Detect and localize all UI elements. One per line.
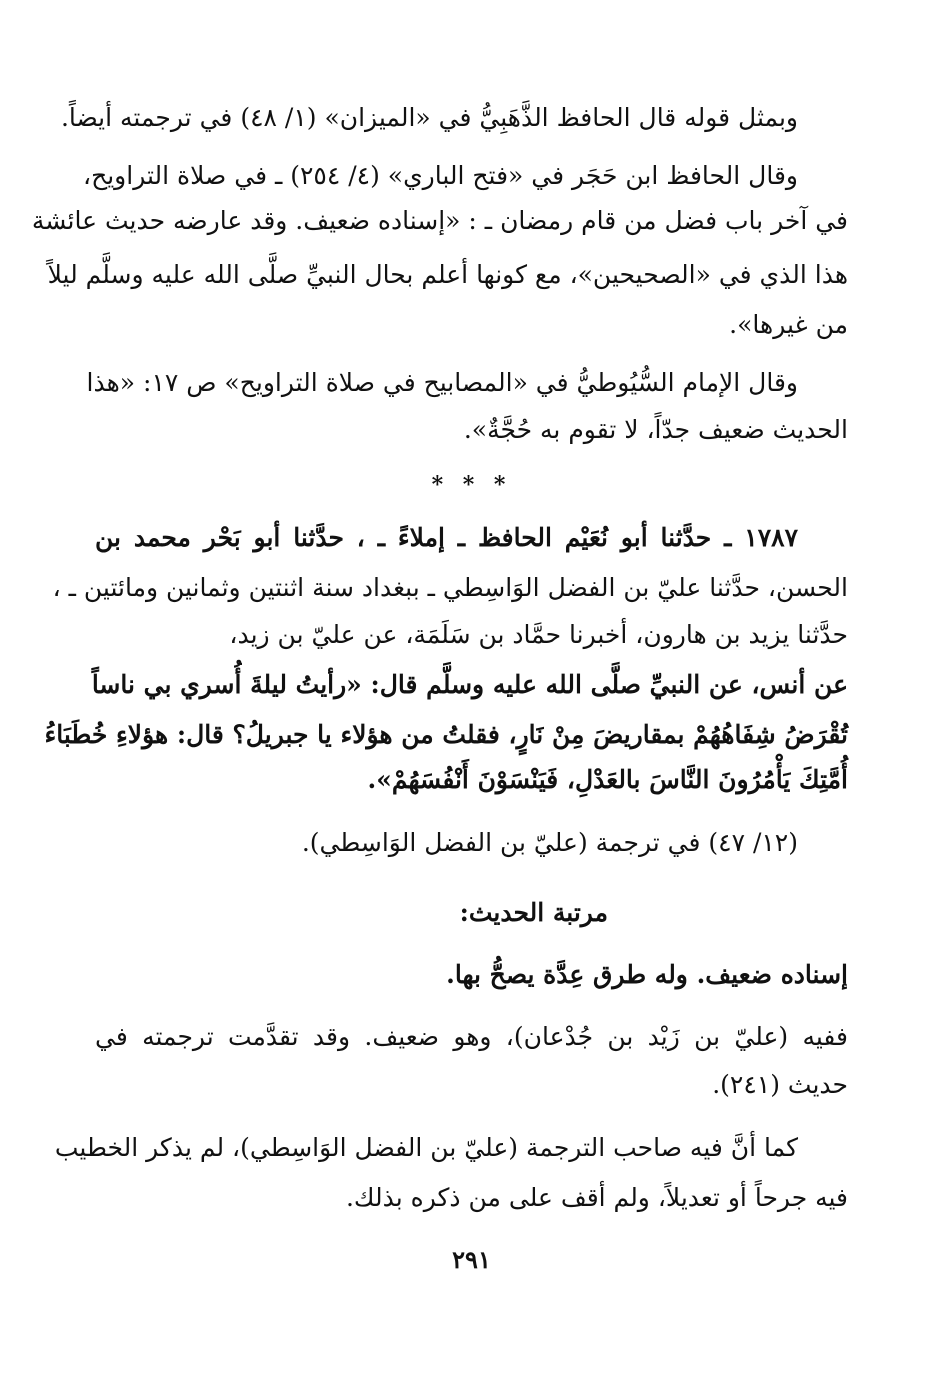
hadith-line: تُقْرَضُ شِفَاهُهُمْ بمقاريضَ مِنْ نَارٍ، فقلتُ من هؤلاء يا جبريلُ؟ قال: هؤلاءِ خُطَبَاءُ: [44, 720, 848, 749]
text-line: الحديث ضعيف جدّاً، لا تقوم به حُجَّةٌ».: [463, 415, 848, 444]
text-line: من غيرها».: [729, 310, 848, 339]
text-line: كما أنَّ فيه صاحب الترجمة (عليّ بن الفضل الوَاسِطي)، لم يذكر الخطيب: [54, 1133, 798, 1162]
section-separator: * * *: [431, 472, 512, 498]
hadith-line: أُمَّتِكَ يَأْمُرُونَ النَّاسَ بالعَدْلِ، فَيَنْسَوْنَ أَنْفُسَهُمْ».: [367, 765, 848, 794]
text-line: في آخر باب فضل من قام رمضان ـ : «إسناده ضعيف. وقد عارضه حديث عائشة: [31, 206, 848, 235]
text-line: ففيه (عليّ بن زَيْد بن جُدْعان)، وهو ضعيف. وقد تقدَّمت ترجمته في: [95, 1022, 848, 1051]
hadith-line: ١٧٨٧ ـ حدَّثنا أبو نُعَيْم الحافظ ـ إملاءً ـ ، حدَّثنا أبو بَحْر محمد بن: [95, 523, 798, 552]
text-line: وقال الإمام السُّيُوطيُّ في «المصابيح في صلاة التراويح» ص ١٧: «هذا: [86, 368, 798, 397]
text-line: فيه جرحاً أو تعديلاً، ولم أقف على من ذكره بذلك.: [345, 1183, 848, 1212]
hadith-line: عن أنس، عن النبيِّ صلَّى الله عليه وسلَّم قال: «رأيتُ ليلةَ أُسري بي ناساً: [91, 670, 848, 699]
hadith-reference: (١٢/ ٤٧) في ترجمة (عليّ بن الفضل الوَاسِطي).: [301, 828, 798, 857]
section-heading: مرتبة الحديث:: [459, 898, 608, 927]
text-line: وبمثل قوله قال الحافظ الذَّهَبِيُّ في «الميزان» (١/ ٤٨) في ترجمته أيضاً.: [60, 103, 798, 132]
verdict-line: إسناده ضعيف. وله طرق عِدَّة يصحُّ بها.: [446, 960, 848, 989]
text-line: هذا الذي في «الصحيحين»، مع كونها أعلم بحال النبيِّ صلَّى الله عليه وسلَّم ليلاً: [47, 260, 848, 289]
page-number: ٢٩١: [452, 1245, 491, 1274]
hadith-line: حدَّثنا يزيد بن هارون، أخبرنا حمَّاد بن سَلَمَة، عن عليّ بن زيد،: [229, 620, 848, 649]
text-line: حديث (٢٤١).: [712, 1070, 848, 1099]
text-line: وقال الحافظ ابن حَجَر في «فتح الباري» (٤/ ٢٥٤) ـ في صلاة التراويح،: [83, 161, 798, 190]
hadith-line: الحسن، حدَّثنا عليّ بن الفضل الوَاسِطي ـ ببغداد سنة اثنتين وثمانين ومائتين ـ ،: [52, 573, 848, 602]
